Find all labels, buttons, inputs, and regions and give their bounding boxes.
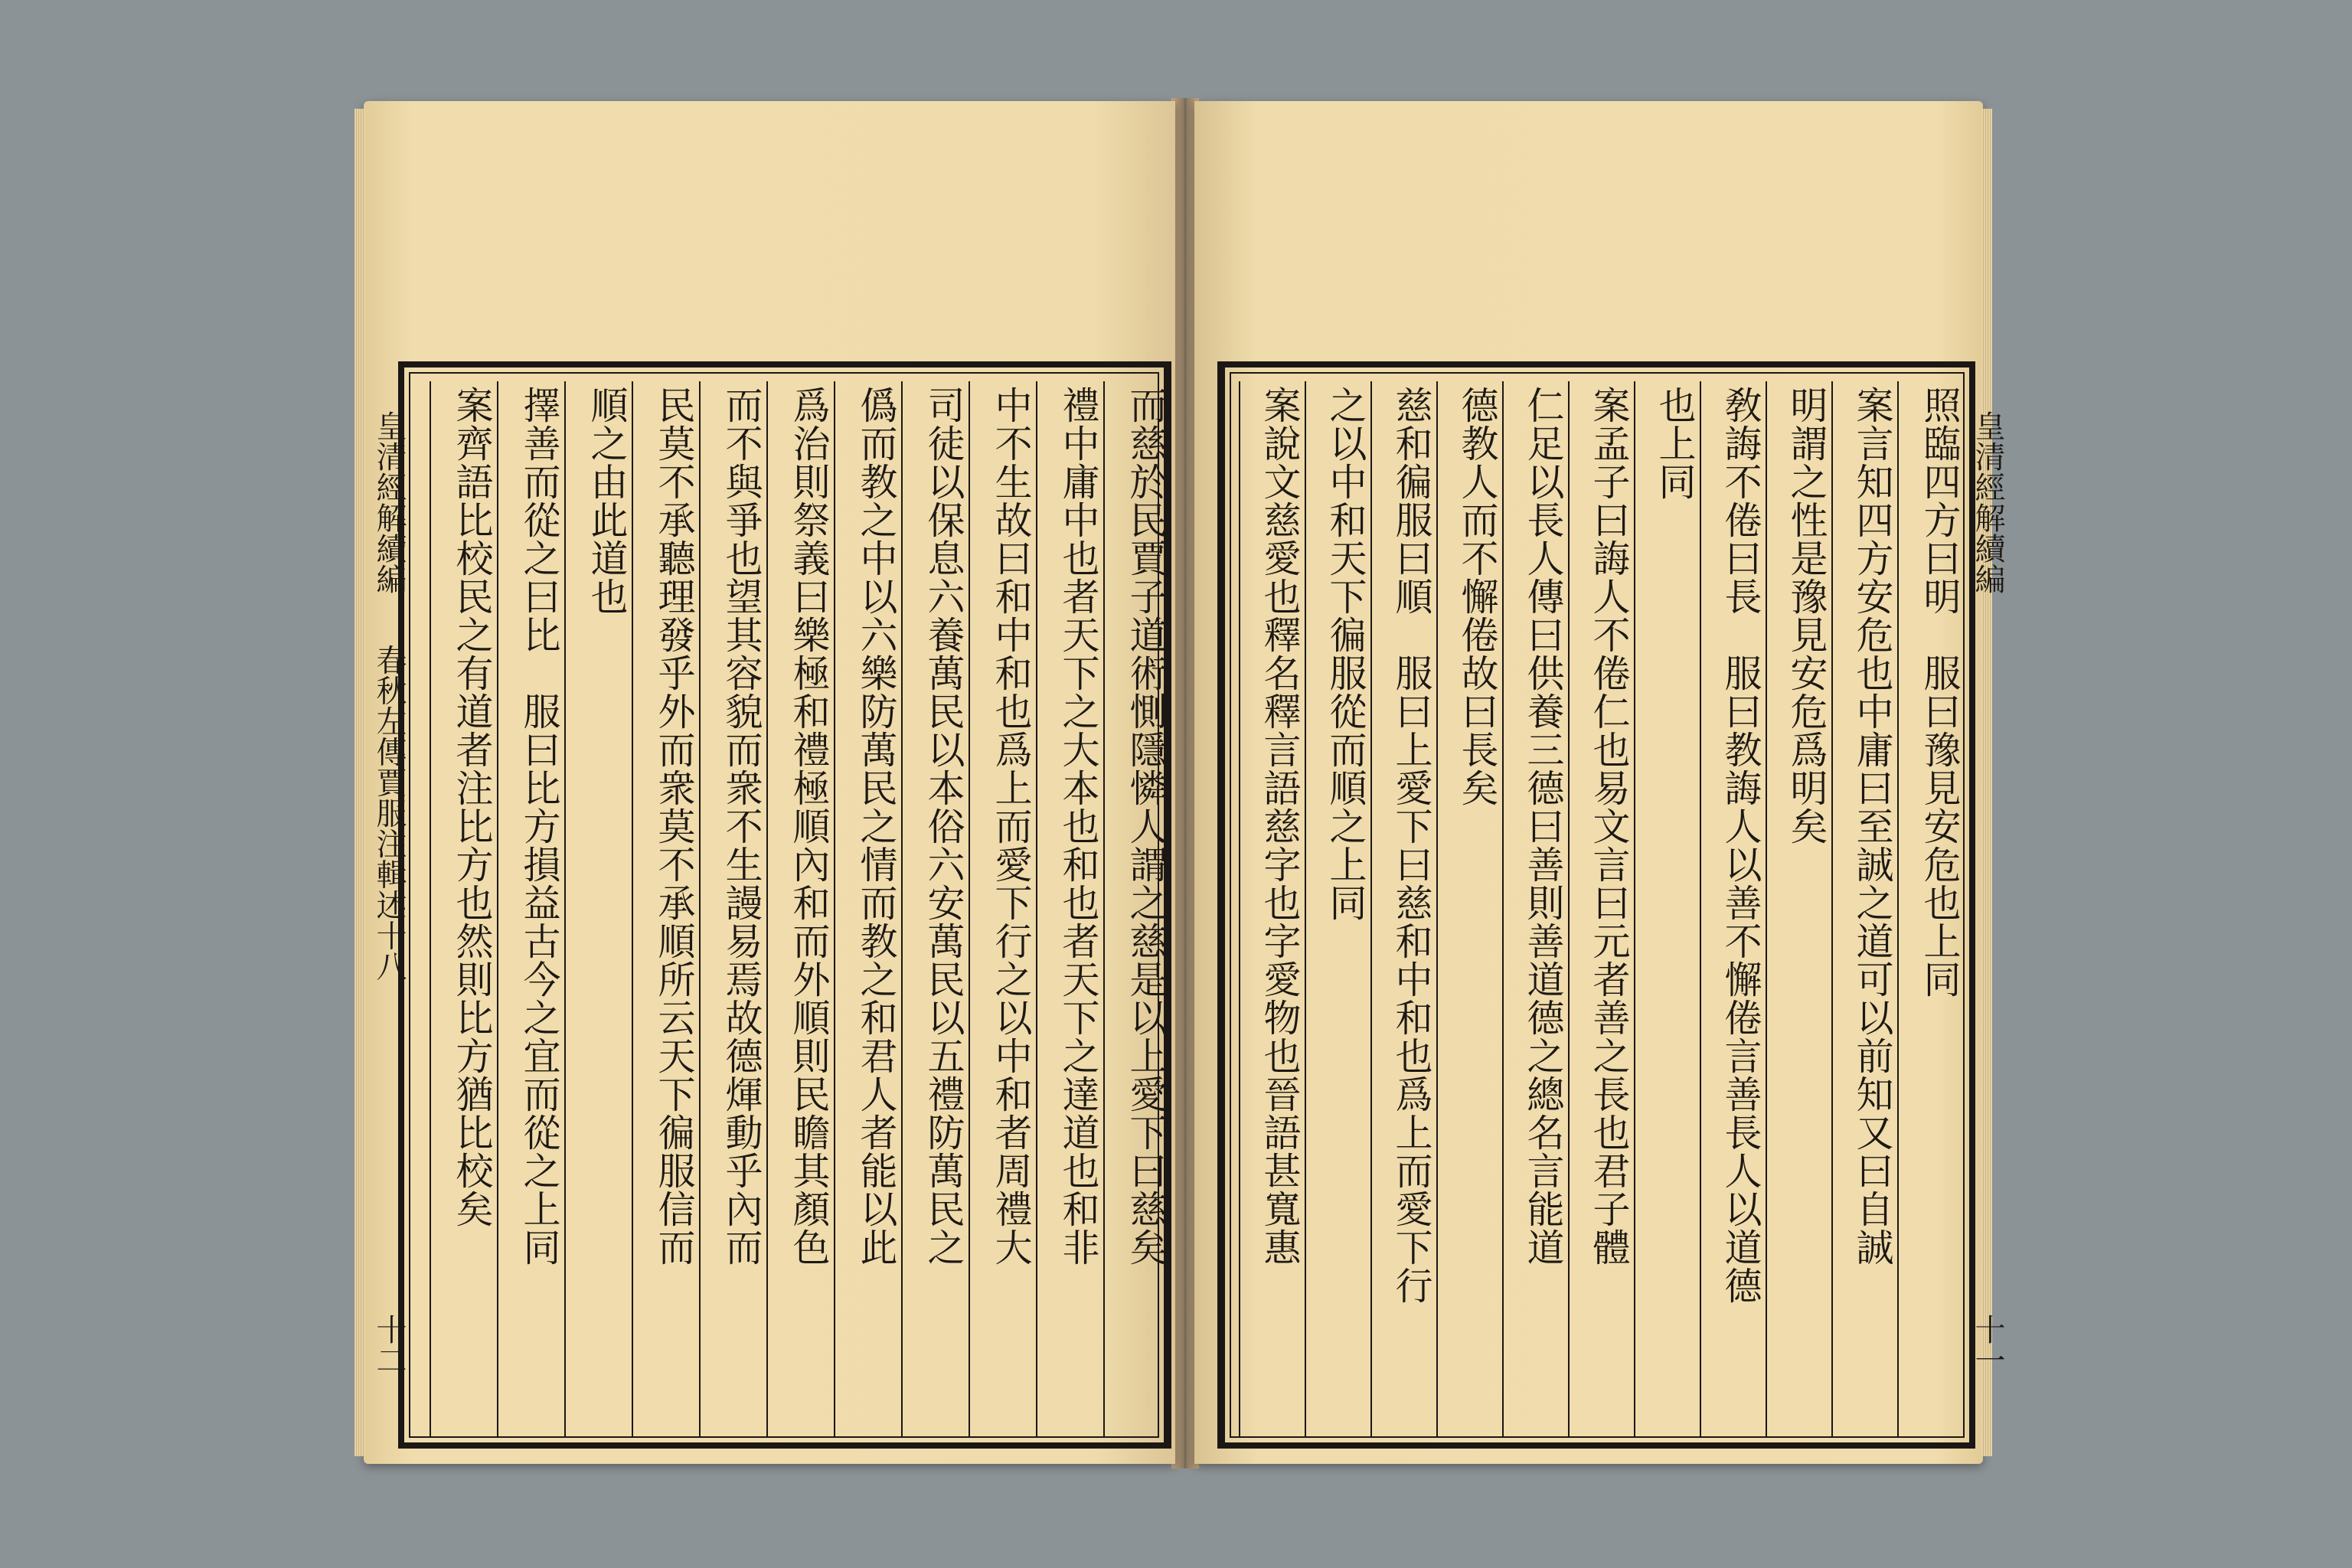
right-column-10: 之以中和天下徧服從而順之上同 — [1305, 381, 1370, 1438]
left-column-10: 擇善而從之曰比 服曰比方損益古今之宜而從之上同 — [497, 381, 564, 1438]
right-column-3: 明謂之性是豫見安危爲明矣 — [1766, 381, 1831, 1438]
right-column-6: 案孟子曰誨人不倦仁也易文言曰元者善之長也君子體 — [1568, 381, 1634, 1438]
left-column-9: 順之由此道也 — [564, 381, 632, 1438]
left-page-edge — [354, 109, 365, 1456]
right-column-8: 德教人而不懈倦故曰長矣 — [1436, 381, 1502, 1438]
right-column-11: 案說文慈愛也釋名釋言語慈字也字愛物也晉語甚寬惠 — [1239, 381, 1305, 1438]
right-column-7: 仁足以長人傳曰供養三德曰善則善道德之總名言能道 — [1502, 381, 1568, 1438]
left-column-3: 中不生故曰和中和也爲上而愛下行之以中和者周禮大 — [969, 381, 1036, 1438]
open-book — [352, 90, 2005, 1484]
left-page-number: 十二 — [371, 1314, 407, 1375]
left-column-2: 禮中庸中也者天下之大本也和也者天下之達道也和非 — [1036, 381, 1103, 1438]
left-text-frame — [371, 361, 1171, 1449]
right-column-5: 也上同 — [1634, 381, 1700, 1438]
left-column-7: 而不與爭也望其容貌而衆不生謾易焉故德煇動乎內而 — [699, 381, 766, 1438]
right-column-4: 敎誨不倦曰長 服曰教誨人以善不懈倦言善長人以道德 — [1700, 381, 1766, 1438]
right-page-number: 十一 — [1970, 1314, 2005, 1375]
left-banxin-subtitle: 春秋左傳賈服注輯述十八 — [371, 644, 407, 982]
right-banxin — [1969, 380, 2006, 1444]
left-column-11: 案齊語比校民之有道者注比方也然則比方猶比校矣 — [430, 381, 497, 1438]
right-inner-border — [1230, 372, 2005, 1438]
left-column-5: 僞而教之中以六樂防萬民之情而教之和君人者能以此 — [834, 381, 901, 1438]
left-column-8: 民莫不承聽理發乎外而衆莫不承順所云天下徧服信而 — [632, 381, 699, 1438]
left-page — [364, 101, 1175, 1464]
left-column-6: 爲治則祭義曰樂極和禮極順內和而外順則民瞻其顏色 — [766, 381, 834, 1438]
right-column-1: 照臨四方曰明 服曰豫見安危也上同 — [1897, 381, 1965, 1438]
right-column-9: 慈和徧服曰順 服曰上愛下曰慈和中和也爲上而愛下行 — [1370, 381, 1436, 1438]
right-banxin-title: 皇清經解續編 — [1970, 410, 2005, 594]
left-column-4: 司徒以保息六養萬民以本俗六安萬民以五禮防萬民之 — [901, 381, 969, 1438]
right-column-2: 案言知四方安危也中庸曰至誠之道可以前知又曰自誠 — [1831, 381, 1897, 1438]
left-inner-border — [371, 372, 1168, 1438]
right-text-frame — [1217, 361, 2005, 1449]
left-banxin — [371, 380, 407, 1444]
left-column-1: 而慈於民賈子道術惻隱憐人謂之慈是以上愛下曰慈矣 — [1103, 381, 1171, 1438]
right-page — [1194, 101, 2005, 1464]
left-banxin-title: 皇清經解續編 — [371, 410, 407, 594]
